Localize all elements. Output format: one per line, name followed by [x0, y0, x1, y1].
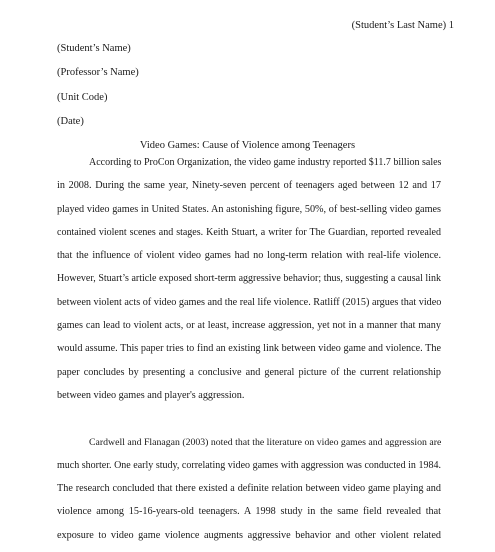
date: (Date)	[57, 115, 84, 127]
student-name: (Student’s Name)	[57, 43, 131, 54]
paragraph-2-line: much shorter. One early study, correlating video games with aggression was conducted in 1984.	[57, 459, 441, 471]
unit-code: (Unit Code)	[57, 91, 108, 103]
paragraph-1-line: that the influence of violent video games had no long-term relation with real-life violence.	[57, 250, 441, 262]
running-head: (Student’s Last Name) 1	[351, 20, 454, 31]
paragraph-1-line: between violent acts of video games and the real life violence. Ratliff (2015) argues that video	[57, 296, 441, 308]
paragraph-1-line: contained violent scenes and stages. Keith Stuart, a writer for The Guardian, reported revealed	[57, 226, 441, 238]
paragraph-1-line: played video games in United States. An astonishing figure, 50%, of best-selling video games	[57, 203, 441, 215]
paragraph-2-line: exposure to video game violence augments aggressive behavior and other violent related	[57, 529, 441, 541]
professor-name: (Professor’s Name)	[57, 67, 139, 79]
paragraph-1-line: However, Stuart’s article exposed short-term aggressive behavior; thus, suggesting a causal link	[57, 273, 441, 285]
heading-block	[57, 42, 139, 139]
paragraph-2-line: violence among 15-16-years-old teenagers. A 1998 study in the same field revealed that	[57, 506, 441, 518]
paragraph-1-line: According to ProCon Organization, the video game industry reported $11.7 billion sales	[89, 157, 441, 168]
paragraph-2-line: The research concluded that there existed a definite relation between video game playing and	[57, 483, 441, 495]
paragraph-1-line: in 2008. During the same year, Ninety-seven percent of teenagers aged between 12 and 17	[57, 180, 441, 192]
paragraph-1-line: would assume. This paper tries to find an existing link between video game and violence. The	[57, 343, 441, 355]
essay-title: Video Games: Cause of Violence among Teenagers	[139, 140, 356, 151]
paragraph-1-line: paper concludes by presenting a conclusive and general picture of the current relationship	[57, 366, 441, 378]
body-text	[57, 156, 441, 552]
paragraph-2-line: Cardwell and Flanagan (2003) noted that the literature on video games and aggression are	[89, 436, 441, 448]
paragraph-1-line: games can lead to violent acts, or at least, increase aggression, yet not in a manner that many	[57, 320, 441, 332]
paragraph-gap	[57, 412, 441, 435]
paragraph-1-line: between video games and player's aggression.	[57, 389, 245, 401]
